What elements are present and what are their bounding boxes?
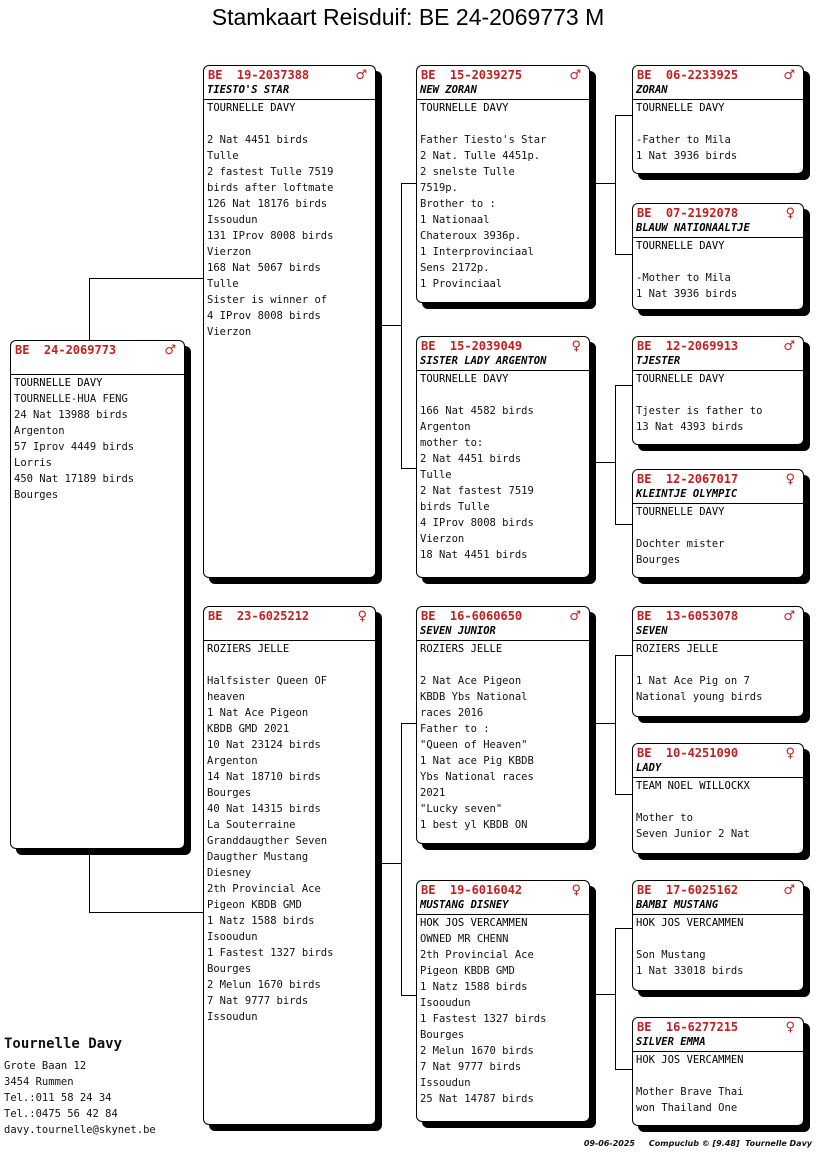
pigeon-notes — [204, 116, 375, 340]
text-line: Tjester is father to — [636, 405, 763, 417]
card-father-mother — [416, 336, 590, 578]
text-line: Ybs National races — [420, 771, 534, 783]
breeder: TEAM NOEL WILLOCKX — [636, 780, 750, 792]
text-line: OWNED MR CHENN — [420, 933, 509, 945]
text-line — [636, 657, 800, 673]
text-line: davy.tournelle@skynet.be — [4, 1124, 156, 1136]
text-line: 2021 — [420, 787, 446, 799]
text-line: -Father to Mila — [636, 134, 731, 146]
connector-mm-parents — [590, 994, 616, 996]
pigeon-notes — [633, 657, 803, 705]
female-symbol-icon: ♀ — [785, 205, 795, 221]
pigeon-notes — [204, 657, 375, 1025]
breeder: TOURNELLE DAVY — [420, 102, 509, 114]
text-line: 40 Nat 14315 birds — [207, 803, 321, 815]
connector-subject-father — [89, 278, 204, 341]
pigeon-notes — [633, 116, 803, 164]
text-line: birds Tulle — [420, 501, 490, 513]
owner-name: Tournelle Davy — [4, 1036, 123, 1052]
breeder: HOK JOS VERCAMMEN — [636, 917, 744, 929]
text-line: KBDB Ybs National — [420, 691, 528, 703]
connector-mf-parents — [590, 723, 616, 725]
male-symbol-icon: ♂ — [355, 67, 367, 83]
text-line: Seven Junior 2 Nat — [636, 828, 750, 840]
card-father — [203, 65, 376, 578]
text-line: Issoudun — [420, 1077, 471, 1089]
male-symbol-icon: ♂ — [569, 608, 581, 624]
breeder: ROZIERS JELLE — [420, 643, 503, 655]
male-symbol-icon: ♂ — [783, 67, 795, 83]
text-line: Mother Brave Thai — [636, 1086, 744, 1098]
breeder: TOURNELLE DAVY — [207, 102, 296, 114]
text-line: mother to: — [420, 437, 484, 449]
text-line: 10 Nat 23124 birds — [207, 739, 321, 751]
text-line: Sens 2172p. — [420, 262, 490, 274]
breeder: ROZIERS JELLE — [207, 643, 290, 655]
text-line: Son Mustang — [636, 949, 706, 961]
text-line: 2 Nat fastest 7519 — [420, 485, 534, 497]
text-line: TOURNELLE-HUA FENG — [14, 393, 128, 405]
ring-number: BE 19-2037388 — [208, 68, 310, 82]
ring-number: BE 16-6060650 — [421, 609, 523, 623]
connector-fm-bracket — [615, 385, 633, 525]
text-line: 1 Nat 3936 birds — [636, 150, 738, 162]
text-line: 2th Provincial Ace — [207, 883, 321, 895]
text-line: 1 best yl KBDB ON — [420, 819, 528, 831]
male-symbol-icon: ♂ — [783, 882, 795, 898]
text-line: Granddaugther Seven — [207, 835, 328, 847]
text-line: 1 Nationaal — [420, 214, 490, 226]
text-line: "Queen of Heaven" — [420, 739, 528, 751]
ring-number: BE 16-6277215 — [637, 1020, 739, 1034]
text-line: 126 Nat 18176 birds — [207, 198, 328, 210]
owner-address — [4, 1058, 156, 1138]
text-line: Lorris — [14, 457, 52, 469]
pigeon-notes — [11, 391, 184, 503]
card-mmm — [632, 1017, 804, 1126]
ring-number: BE 23-6025212 — [208, 609, 310, 623]
text-line — [207, 657, 372, 673]
pigeon-notes — [633, 931, 803, 979]
text-line: Bourges — [636, 554, 681, 566]
pigeon-notes — [417, 116, 589, 292]
pigeon-name: SILVER EMMA — [633, 1036, 803, 1052]
text-line: 1 Nat Ace Pigeon — [207, 707, 309, 719]
card-mmf — [632, 880, 804, 991]
pigeon-name: SISTER LADY ARGENTON — [417, 355, 589, 371]
card-mother-mother — [416, 880, 590, 1122]
ring-number: BE 06-2233925 — [637, 68, 739, 82]
ring-number: BE 13-6053078 — [637, 609, 739, 623]
text-line: "Lucky seven" — [420, 803, 503, 815]
text-line: 7 Nat 9777 birds — [207, 995, 309, 1007]
text-line: 450 Nat 17189 birds — [14, 473, 135, 485]
male-symbol-icon: ♂ — [569, 67, 581, 83]
pigeon-name: NEW ZORAN — [417, 84, 589, 100]
text-line — [420, 387, 586, 403]
text-line: birds after loftmate — [207, 182, 334, 194]
connector-mm-bracket — [615, 928, 633, 1070]
text-line: Father Tiesto's Star — [420, 134, 547, 146]
text-line: 2 Nat. Tulle 4451p. — [420, 150, 541, 162]
card-mff — [632, 606, 804, 717]
pigeon-notes — [633, 387, 803, 435]
text-line: Halfsister Queen OF — [207, 675, 328, 687]
breeder: TOURNELLE DAVY — [420, 373, 509, 385]
text-line: Dochter mister — [636, 538, 725, 550]
ring-number: BE 24-2069773 — [15, 343, 117, 357]
text-line: Grote Baan 12 — [4, 1060, 87, 1072]
text-line: Chateroux 3936p. — [420, 230, 522, 242]
card-mother — [203, 606, 376, 1125]
breeder: TOURNELLE DAVY — [636, 506, 725, 518]
text-line: Argenton — [14, 425, 65, 437]
text-line — [420, 657, 586, 673]
text-line: won Thailand One — [636, 1102, 738, 1114]
female-symbol-icon: ♀ — [357, 608, 367, 624]
connector-subject-mother — [89, 849, 204, 913]
ring-number: BE 10-4251090 — [637, 746, 739, 760]
text-line — [636, 1068, 800, 1084]
text-line: Tel.:011 58 24 34 — [4, 1092, 112, 1104]
text-line: National young birds — [636, 691, 763, 703]
text-line: 1 Nat 33018 birds — [636, 965, 744, 977]
card-fmm — [632, 469, 804, 578]
card-fff — [632, 65, 804, 174]
text-line: 1 Nat Ace Pig on 7 — [636, 675, 750, 687]
ring-number: BE 17-6025162 — [637, 883, 739, 897]
pigeon-name: TIESTO'S STAR — [204, 84, 375, 100]
ring-number: BE 12-2067017 — [637, 472, 739, 486]
text-line: 13 Nat 4393 birds — [636, 421, 744, 433]
connector-mother-bracket — [401, 723, 417, 996]
text-line: Bourges — [207, 963, 252, 975]
connector-father-parents — [376, 325, 402, 327]
text-line: 2 snelste Tulle — [420, 166, 515, 178]
text-line: heaven — [207, 691, 245, 703]
pigeon-notes — [633, 520, 803, 568]
breeder: HOK JOS VERCAMMEN — [636, 1054, 744, 1066]
text-line: 18 Nat 4451 birds — [420, 549, 528, 561]
text-line: 2 Nat 4451 birds — [420, 453, 522, 465]
text-line: Issoudun — [207, 1011, 258, 1023]
female-symbol-icon: ♀ — [571, 882, 581, 898]
card-mother-father — [416, 606, 590, 844]
text-line: 166 Nat 4582 birds — [420, 405, 534, 417]
text-line: -Mother to Mila — [636, 272, 731, 284]
pigeon-name: BLAUW NATIONAALTJE — [633, 222, 803, 238]
text-line: Issoudun — [207, 214, 258, 226]
text-line: Tulle — [420, 469, 452, 481]
text-line: Isooudun — [207, 931, 258, 943]
male-symbol-icon: ♂ — [783, 338, 795, 354]
pigeon-name: SEVEN JUNIOR — [417, 625, 589, 641]
text-line: 2 Melun 1670 birds — [420, 1045, 534, 1057]
connector-ff-parents — [590, 183, 616, 185]
text-line — [420, 116, 586, 132]
female-symbol-icon: ♀ — [571, 338, 581, 354]
print-date: 09-06-2025 — [583, 1139, 635, 1148]
text-line — [207, 116, 372, 132]
text-line: 1 Nat ace Pig KBDB — [420, 755, 534, 767]
text-line — [636, 116, 800, 132]
pigeon-notes — [417, 931, 589, 1107]
pigeon-name: KLEINTJE OLYMPIC — [633, 488, 803, 504]
female-symbol-icon: ♀ — [785, 1019, 795, 1035]
pigeon-name: MUSTANG DISNEY — [417, 899, 589, 915]
text-line: Father to : — [420, 723, 490, 735]
breeder: TOURNELLE DAVY — [14, 377, 103, 389]
text-line: Mother to — [636, 812, 693, 824]
text-line: KBDB GMD 2021 — [207, 723, 290, 735]
text-line: 14 Nat 18710 birds — [207, 771, 321, 783]
connector-mother-parents — [376, 863, 402, 865]
pigeon-name: TJESTER — [633, 355, 803, 371]
female-symbol-icon: ♀ — [785, 471, 795, 487]
ring-number: BE 07-2192078 — [637, 206, 739, 220]
text-line: 2 Nat 4451 birds — [207, 134, 309, 146]
text-line: La Souterraine — [207, 819, 296, 831]
text-line: Tulle — [207, 278, 239, 290]
text-line: Argenton — [420, 421, 471, 433]
page-title: Stamkaart Reisduif: BE 24-2069773 M — [211, 4, 605, 30]
pigeon-name — [204, 625, 375, 641]
footer-stamp — [584, 1139, 812, 1148]
connector-mf-bracket — [615, 655, 633, 795]
text-line: Bourges — [207, 787, 252, 799]
text-line: 131 IProv 8008 birds — [207, 230, 334, 242]
pigeon-notes — [417, 387, 589, 563]
text-line: 7519p. — [420, 182, 458, 194]
text-line: 2 Melun 1670 birds — [207, 979, 321, 991]
card-fmf — [632, 336, 804, 445]
female-symbol-icon: ♀ — [785, 745, 795, 761]
text-line: Brother to : — [420, 198, 496, 210]
text-line: 1 Natz 1588 birds — [420, 981, 528, 993]
text-line: 4 IProv 8008 birds — [420, 517, 534, 529]
text-line: Vierzon — [207, 246, 252, 258]
pigeon-name: LADY — [633, 762, 803, 778]
text-line — [636, 254, 800, 270]
connector-ff-bracket — [615, 115, 633, 255]
text-line: Bourges — [14, 489, 59, 501]
text-line: 2 fastest Tulle 7519 — [207, 166, 334, 178]
text-line — [636, 520, 800, 536]
text-line: Isooudun — [420, 997, 471, 1009]
text-line: races 2016 — [420, 707, 484, 719]
text-line: 57 Iprov 4449 birds — [14, 441, 135, 453]
connector-fm-parents — [590, 462, 616, 464]
ring-number: BE 15-2039049 — [421, 339, 523, 353]
text-line: Tel.:0475 56 42 84 — [4, 1108, 118, 1120]
text-line: 1 Nat 3936 birds — [636, 288, 738, 300]
male-symbol-icon: ♂ — [164, 342, 176, 358]
card-mfm — [632, 743, 804, 854]
breeder: ROZIERS JELLE — [636, 643, 719, 655]
text-line: 1 Provinciaal — [420, 278, 503, 290]
breeder: TOURNELLE DAVY — [636, 240, 725, 252]
text-line: 168 Nat 5067 birds — [207, 262, 321, 274]
pigeon-notes — [417, 657, 589, 833]
ring-number: BE 19-6016042 — [421, 883, 523, 897]
text-line: 1 Fastest 1327 birds — [420, 1013, 547, 1025]
text-line — [636, 387, 800, 403]
software-credit: Compuclub © [9.48] Tournelle Davy — [648, 1139, 812, 1148]
text-line: Tulle — [207, 150, 239, 162]
text-line: Sister is winner of — [207, 294, 328, 306]
text-line — [636, 794, 800, 810]
text-line: 1 Natz 1588 birds — [207, 915, 315, 927]
text-line: 25 Nat 14787 birds — [420, 1093, 534, 1105]
ring-number: BE 15-2039275 — [421, 68, 523, 82]
text-line: Vierzon — [420, 533, 465, 545]
text-line: Pigeon KBDB GMD — [420, 965, 515, 977]
text-line: 3454 Rummen — [4, 1076, 74, 1088]
card-father-father — [416, 65, 590, 303]
text-line: Diesney — [207, 867, 252, 879]
breeder: TOURNELLE DAVY — [636, 102, 725, 114]
card-ffm — [632, 203, 804, 310]
connector-father-bracket — [401, 183, 417, 469]
pigeon-notes — [633, 794, 803, 842]
text-line — [636, 931, 800, 947]
pigeon-notes — [633, 1068, 803, 1116]
text-line: Daugther Mustang — [207, 851, 309, 863]
card-subject — [10, 340, 185, 849]
text-line: Bourges — [420, 1029, 465, 1041]
pigeon-notes — [633, 254, 803, 302]
pigeon-name — [11, 359, 184, 375]
text-line: 24 Nat 13988 birds — [14, 409, 128, 421]
text-line: Pigeon KBDB GMD — [207, 899, 302, 911]
pigeon-name: ZORAN — [633, 84, 803, 100]
text-line: Argenton — [207, 755, 258, 767]
text-line: 4 IProv 8008 birds — [207, 310, 321, 322]
pigeon-name: BAMBI MUSTANG — [633, 899, 803, 915]
text-line: 1 Fastest 1327 birds — [207, 947, 334, 959]
text-line: 2 Nat Ace Pigeon — [420, 675, 522, 687]
male-symbol-icon: ♂ — [783, 608, 795, 624]
text-line: Vierzon — [207, 326, 252, 338]
breeder: TOURNELLE DAVY — [636, 373, 725, 385]
text-line: 1 Interprovinciaal — [420, 246, 534, 258]
text-line: 2th Provincial Ace — [420, 949, 534, 961]
breeder: HOK JOS VERCAMMEN — [420, 917, 528, 929]
pigeon-name: SEVEN — [633, 625, 803, 641]
text-line: 7 Nat 9777 birds — [420, 1061, 522, 1073]
ring-number: BE 12-2069913 — [637, 339, 739, 353]
